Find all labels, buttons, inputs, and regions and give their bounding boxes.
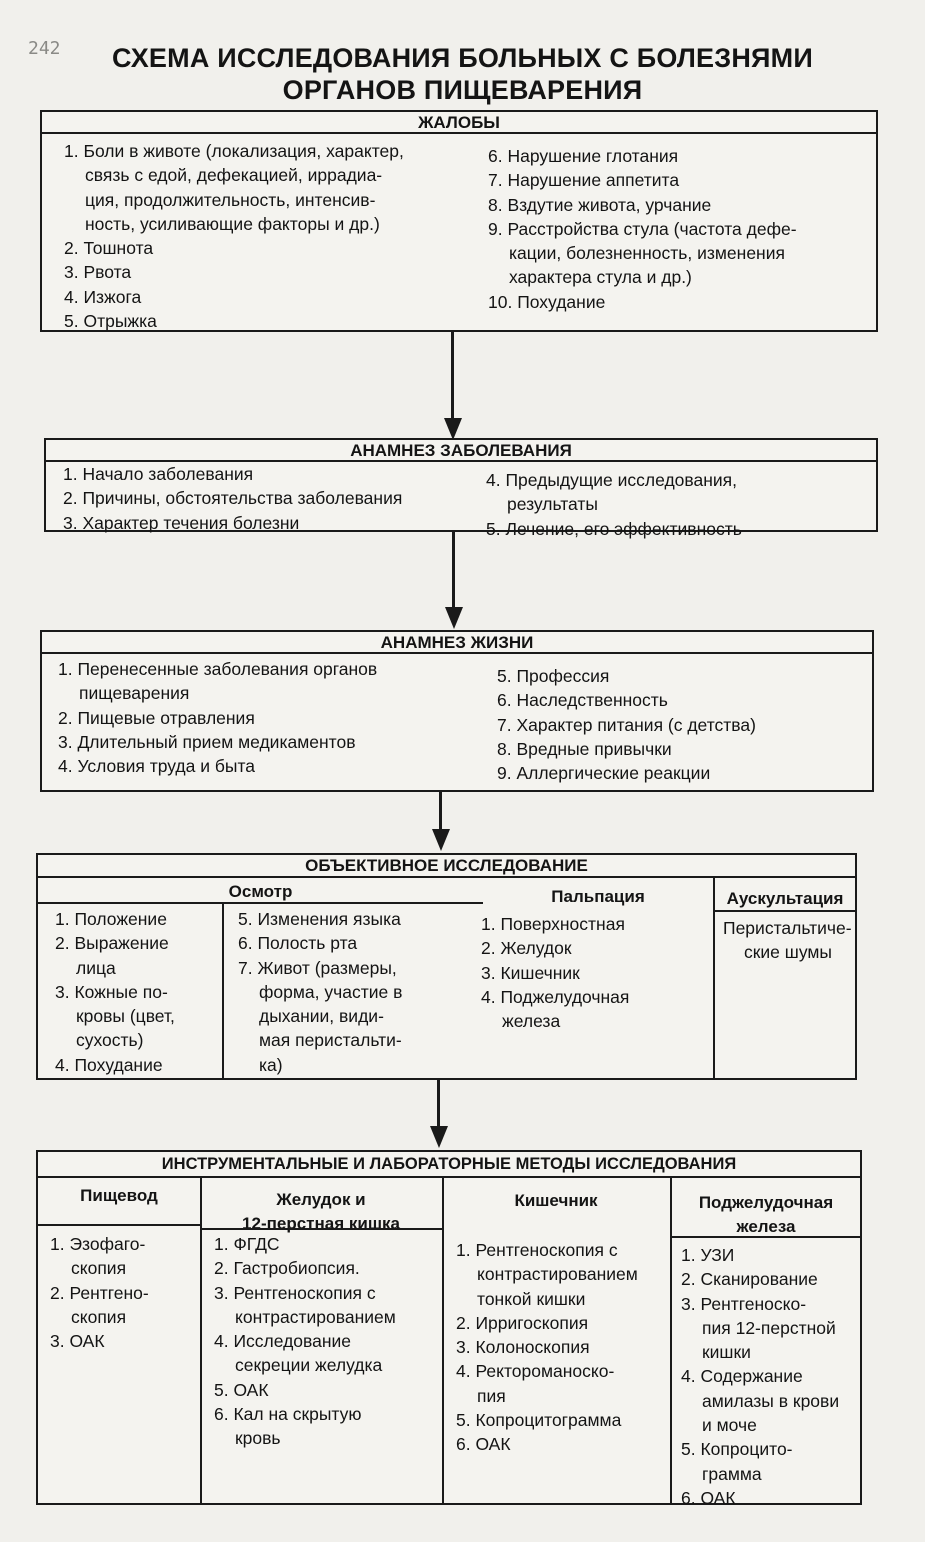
list-item: 5. Копроцито- грамма — [681, 1439, 793, 1484]
list-item: 4. Условия труда и быта — [58, 756, 256, 777]
list-item: 2. Желудок — [481, 938, 572, 959]
list-item: 10. Похудание — [488, 291, 606, 312]
inspection-list-a — [55, 907, 220, 1077]
title-line-1: СХЕМА ИССЛЕДОВАНИЯ БОЛЬНЫХ С БОЛЕЗНЯМИ — [112, 43, 813, 73]
list-item: 4. Исследование секреции желудка — [214, 1331, 383, 1376]
list-item: 4. Предыдущие исследования, результаты — [486, 470, 738, 515]
intestine-list — [456, 1238, 668, 1457]
list-item: 4. Ректороманоско- пия — [456, 1361, 615, 1406]
list-item: 1. Рентгеноскопия с контрастированием тонкой кишки — [456, 1240, 638, 1309]
list-item: 5. Копроцитограмма — [456, 1410, 622, 1431]
palpation-list — [481, 912, 706, 1033]
list-item: 6. Полость рта — [238, 933, 358, 954]
list-item: 5. Лечение, его эффективность — [486, 518, 742, 539]
list-item: 2. Причины, обстоятельства заболевания — [63, 488, 403, 509]
page-number: 242 — [28, 38, 61, 59]
esophagus-list — [50, 1232, 198, 1353]
complaints-left-list — [64, 139, 504, 333]
divider — [200, 1178, 202, 1503]
list-item: 1. УЗИ — [681, 1245, 735, 1265]
auscultation-list — [723, 916, 853, 965]
list-item: 1. Поверхностная — [481, 914, 625, 934]
list-item: 9. Расстройства стула (частота дефе- кации, болезненность, изменения характера стула и др.) — [488, 218, 797, 288]
list-item: 3. Рентгеноскопия с контрастированием — [214, 1282, 396, 1327]
list-item: Перистальтиче- ские шумы — [723, 918, 852, 963]
palpation-title: Пальпация — [551, 887, 645, 906]
list-item: 1. Начало заболевания — [63, 464, 254, 484]
list-item: 7. Живот (размеры, форма, участие в дыхании, види- мая перистальти- ка) — [238, 957, 403, 1075]
list-item: 3. Кожные по- кровы (цвет, сухость) — [55, 981, 175, 1051]
list-item: 2. Тошнота — [64, 238, 154, 259]
arrow-line — [451, 332, 454, 422]
list-item: 5. ОАК — [214, 1379, 269, 1400]
disease-history-header: АНАМНЕЗ ЗАБОЛЕВАНИЯ — [46, 440, 876, 462]
divider — [222, 902, 224, 1078]
list-item: 1. Эзофаго- скопия — [50, 1234, 146, 1279]
arrow-line — [437, 1080, 440, 1130]
inspection-list-b — [238, 907, 408, 1077]
arrow-head — [445, 607, 463, 629]
stomach-title: Желудок и 12-перстная кишка — [242, 1190, 400, 1233]
list-item: 3. Рвота — [64, 262, 132, 283]
divider — [713, 910, 857, 912]
title-line-2: ОРГАНОВ ПИЩЕВАРЕНИЯ — [282, 75, 643, 105]
methods-header: ИНСТРУМЕНТАЛЬНЫЕ И ЛАБОРАТОРНЫЕ МЕТОДЫ ИССЛЕДОВАНИЯ — [38, 1152, 860, 1178]
list-item: 7. Нарушение аппетита — [488, 170, 680, 191]
methods-box — [36, 1150, 862, 1508]
divider — [670, 1178, 672, 1503]
complaints-header: ЖАЛОБЫ — [42, 112, 876, 134]
life-history-box — [40, 630, 874, 792]
disease-history-box — [44, 438, 878, 539]
list-item: 3. Колоноскопия — [456, 1337, 590, 1358]
list-item: 3. Кишечник — [481, 962, 580, 983]
list-item: 5. Профессия — [497, 666, 610, 686]
esophagus-title: Пищевод — [80, 1186, 158, 1205]
pancreas-title: Поджелудочная железа — [698, 1193, 834, 1236]
arrow-line — [439, 792, 442, 832]
divider — [713, 878, 715, 1078]
divider — [38, 902, 483, 904]
list-item: 7. Характер питания (с детства) — [497, 714, 756, 735]
list-item: 2. Выражение лица — [55, 933, 169, 978]
pancreas-list — [681, 1243, 861, 1510]
list-item: 2. Гастробиопсия. — [214, 1258, 360, 1279]
list-item: 2. Ирригоскопия — [456, 1312, 589, 1333]
page-title — [0, 42, 925, 106]
list-item: 3. ОАК — [50, 1331, 105, 1352]
divider — [442, 1178, 444, 1503]
list-item: 6. ОАК — [456, 1434, 511, 1455]
complaints-box — [40, 110, 878, 332]
list-item: 9. Аллергические реакции — [497, 763, 711, 784]
list-item: 4. Похудание — [55, 1054, 163, 1075]
arrow-head — [432, 829, 450, 851]
list-item: 4. Содержание амилазы в крови и моче — [681, 1366, 840, 1436]
inspection-title: Осмотр — [228, 882, 293, 901]
stomach-list — [214, 1232, 440, 1451]
list-item: 3. Характер течения болезни — [63, 512, 300, 533]
list-item: 6. ОАК — [681, 1487, 736, 1508]
list-item: 6. Кал на скрытую кровь — [214, 1404, 362, 1449]
list-item: 8. Вредные привычки — [497, 738, 672, 759]
list-item: 6. Наследственность — [497, 690, 668, 711]
disease-history-left-list — [63, 462, 503, 535]
list-item: 2. Рентгено- скопия — [50, 1282, 149, 1327]
divider — [670, 1236, 862, 1238]
complaints-right-list — [488, 144, 868, 314]
life-history-header: АНАМНЕЗ ЖИЗНИ — [42, 632, 872, 654]
divider — [38, 1224, 200, 1226]
list-item: 1. ФГДС — [214, 1234, 280, 1254]
divider — [200, 1228, 442, 1230]
list-item: 5. Изменения языка — [238, 909, 401, 929]
list-item: 8. Вздутие живота, урчание — [488, 194, 712, 215]
arrow-line — [452, 532, 455, 612]
list-item: 4. Изжога — [64, 286, 142, 307]
objective-header: ОБЪЕКТИВНОЕ ИССЛЕДОВАНИЕ — [38, 855, 855, 878]
list-item: 2. Пищевые отравления — [58, 707, 255, 728]
list-item: 5. Отрыжка — [64, 311, 157, 332]
list-item: 6. Нарушение глотания — [488, 146, 679, 166]
arrow-head — [444, 418, 462, 440]
auscultation-title: Аускультация — [726, 889, 844, 908]
list-item: 3. Длительный прием медикаментов — [58, 731, 356, 752]
list-item: 2. Сканирование — [681, 1269, 818, 1290]
list-item: 3. Рентгеноско- пия 12-перстной кишки — [681, 1293, 836, 1363]
list-item: 1. Боли в животе (локализация, характер, связь с едой, дефекацией, иррадиа- ция, продолжительность, интенсив- ность, усиливающие факторы и др.) — [64, 141, 404, 234]
arrow-head — [430, 1126, 448, 1148]
list-item: 1. Перенесенные заболевания органов пищеварения — [58, 659, 378, 704]
objective-box — [36, 853, 857, 1080]
intestine-title: Кишечник — [514, 1191, 598, 1210]
list-item: 4. Поджелудочная железа — [481, 986, 630, 1032]
life-history-left-list — [58, 657, 498, 778]
list-item: 1. Положение — [55, 909, 167, 929]
disease-history-right-list — [486, 468, 876, 541]
life-history-right-list — [497, 664, 867, 785]
